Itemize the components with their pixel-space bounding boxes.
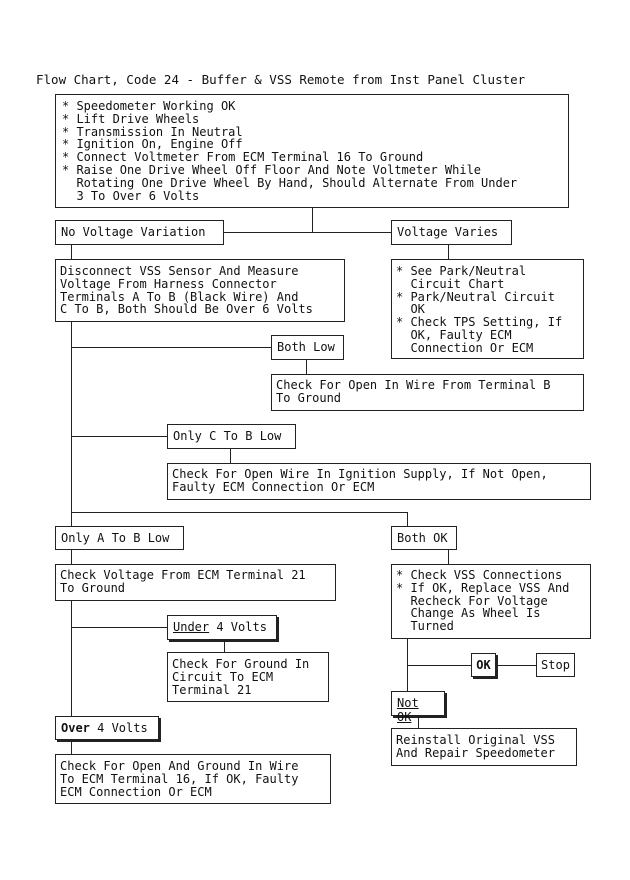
under-rest: 4 Volts [209,620,267,634]
step-text: And Repair Speedometer [396,745,555,760]
step-text: Voltage From Harness Connector [60,276,277,291]
connector-line [224,232,392,233]
park-neutral-box [391,259,584,359]
step-text: * Raise One Drive Wheel Off Floor And Note Voltmeter While [62,162,482,177]
connector-line [71,436,167,437]
step-text: Change As Wheel Is [396,606,541,621]
step-text: Rotating One Drive Wheel By Hand, Should Alternate From Under [62,175,518,190]
no-voltage-variation-label: No Voltage Variation [55,220,224,245]
step-text: * Speedometer Working OK [62,99,236,113]
check-voltage-box [55,564,336,601]
over-rest: 4 Volts [89,721,148,735]
connector-line [306,360,307,374]
check-vss-box [391,564,591,639]
step-text: Terminal 21 [172,682,252,697]
only-a-to-b-low-label: Only A To B Low [55,526,184,550]
initial-steps-box [55,94,569,208]
step-text: * Park/Neutral Circuit [396,289,555,304]
step-text: OK [396,302,425,317]
step-text: To Ground [276,390,342,405]
under-4-volts-label [167,615,277,640]
step-text: 3 To Over 6 Volts [62,188,200,203]
step-text: * Transmission In Neutral [62,124,243,139]
connector-line [407,665,471,666]
voltage-varies-label: Voltage Varies [391,220,512,245]
connector-line [71,550,72,564]
connector-line [407,512,408,526]
step-text: C To B, Both Should Be Over 6 Volts [60,302,313,317]
under-word: Under [173,620,210,634]
step-text: * Check TPS Setting, If [396,315,563,330]
step-text: * See Park/Neutral [396,264,527,278]
connector-line [230,449,231,463]
step-text: * Lift Drive Wheels [62,111,200,126]
connector-line [71,347,271,348]
step-text: Reinstall Original VSS [396,733,555,747]
both-low-result-box [271,374,584,411]
step-text: Disconnect VSS Sensor And Measure [60,264,299,278]
step-text: * Ignition On, Engine Off [62,137,243,152]
step-text: Terminals A To B (Black Wire) And [60,289,299,304]
step-text: Check For Open And Ground In Wire [60,759,299,773]
step-text: To ECM Terminal 16, If OK, Faulty [60,771,299,786]
connector-line [71,512,408,513]
step-text: Check For Open In Wire From Terminal B [276,378,551,392]
step-text: Check For Ground In [172,657,310,671]
step-text: Check For Open Wire In Ignition Supply, If Not Open, [172,467,548,481]
step-text: Check Voltage From ECM Terminal 21 [60,568,306,582]
connector-line [418,716,419,728]
connector-line [224,640,225,652]
only-c-to-b-low-label: Only C To B Low [167,424,296,449]
connector-line [71,245,72,259]
step-text: To Ground [60,580,126,595]
connector-line [71,322,72,528]
connector-line [448,245,449,259]
step-text: OK, Faulty ECM [396,327,512,342]
connector-line [312,208,313,232]
step-text: Faulty ECM Connection Or ECM [172,479,375,494]
both-ok-label: Both OK [391,526,457,550]
step-text: Circuit To ECM [172,669,274,684]
step-text: Circuit Chart [396,276,505,291]
ok-text: OK [476,658,491,672]
step-text: * Check VSS Connections [396,568,563,582]
disconnect-vss-box [55,259,345,322]
both-low-label: Both Low [271,335,344,360]
step-text: Connection Or ECM [396,340,534,355]
reinstall-box [391,728,577,766]
connector-line [496,665,536,666]
connector-line [71,627,167,628]
only-c-result-box [167,463,591,500]
step-text: Turned [396,619,454,634]
ok-label [471,653,496,677]
check-ground-box [167,652,329,702]
stop-label: Stop [536,653,575,677]
final-check-box [55,754,331,804]
connector-line [448,550,449,564]
connector-line [71,740,72,754]
step-text: Recheck For Voltage [396,593,548,608]
over-word: Over [61,721,90,735]
over-4-volts-label [55,716,159,740]
step-text: ECM Connection Or ECM [60,784,212,799]
chart-title: Flow Chart, Code 24 - Buffer & VSS Remote from Inst Panel Cluster [36,72,526,87]
not-ok-text: Not OK [397,696,419,724]
step-text: * Connect Voltmeter From ECM Terminal 16 To Ground [62,150,424,165]
not-ok-label [391,691,445,724]
connector-line [71,601,72,717]
step-text: * If OK, Replace VSS And [396,580,570,595]
